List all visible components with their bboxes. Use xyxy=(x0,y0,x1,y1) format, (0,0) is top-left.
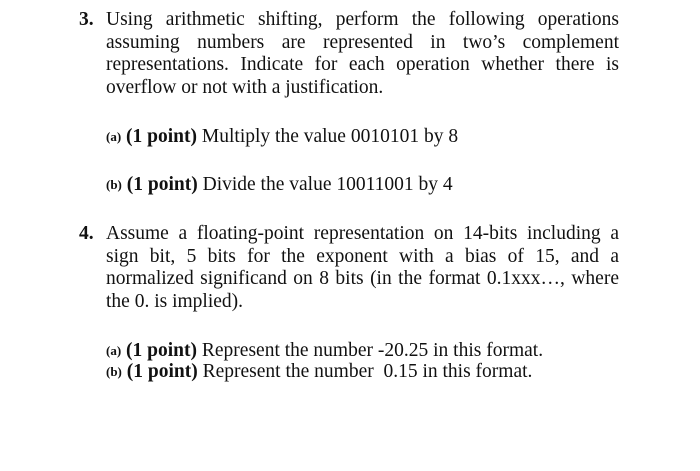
question-4 xyxy=(79,223,619,313)
part-points: (1 point) xyxy=(126,361,198,382)
question-text: Using arithmetic shifting, perform the following operations assuming numbers are represented in two’s complement representations. Indicate for each operation whether there is overflow or not with a justification. xyxy=(106,9,619,98)
part-text: Represent the number -20.25 in this format. xyxy=(201,340,544,361)
question-3-part-b xyxy=(106,174,626,196)
question-text: Assume a floating-point representation on 14-bits including a sign bit, 5 bits for the exponent with a bias of 15, and a normalized significand on 8 bits (in the format 0.1xxx…, where the 0. is implied). xyxy=(106,223,619,312)
question-4-part-b xyxy=(106,361,626,383)
question-4-part-a xyxy=(106,340,626,362)
part-label: (b) xyxy=(106,364,122,379)
question-3-part-a xyxy=(106,126,626,148)
part-points: (1 point) xyxy=(126,174,198,195)
part-points: (1 point) xyxy=(126,126,198,147)
part-points: (1 point) xyxy=(126,340,198,361)
part-label: (b) xyxy=(106,177,122,192)
part-text: Represent the number 0.15 in this format. xyxy=(202,361,533,382)
part-label: (a) xyxy=(106,129,122,144)
question-number: 4. xyxy=(79,223,94,244)
part-text: Divide the value 10011001 by 4 xyxy=(202,174,453,195)
question-3 xyxy=(79,9,619,99)
part-label: (a) xyxy=(106,343,122,358)
part-text: Multiply the value 0010101 by 8 xyxy=(201,126,459,147)
question-number: 3. xyxy=(79,9,94,30)
